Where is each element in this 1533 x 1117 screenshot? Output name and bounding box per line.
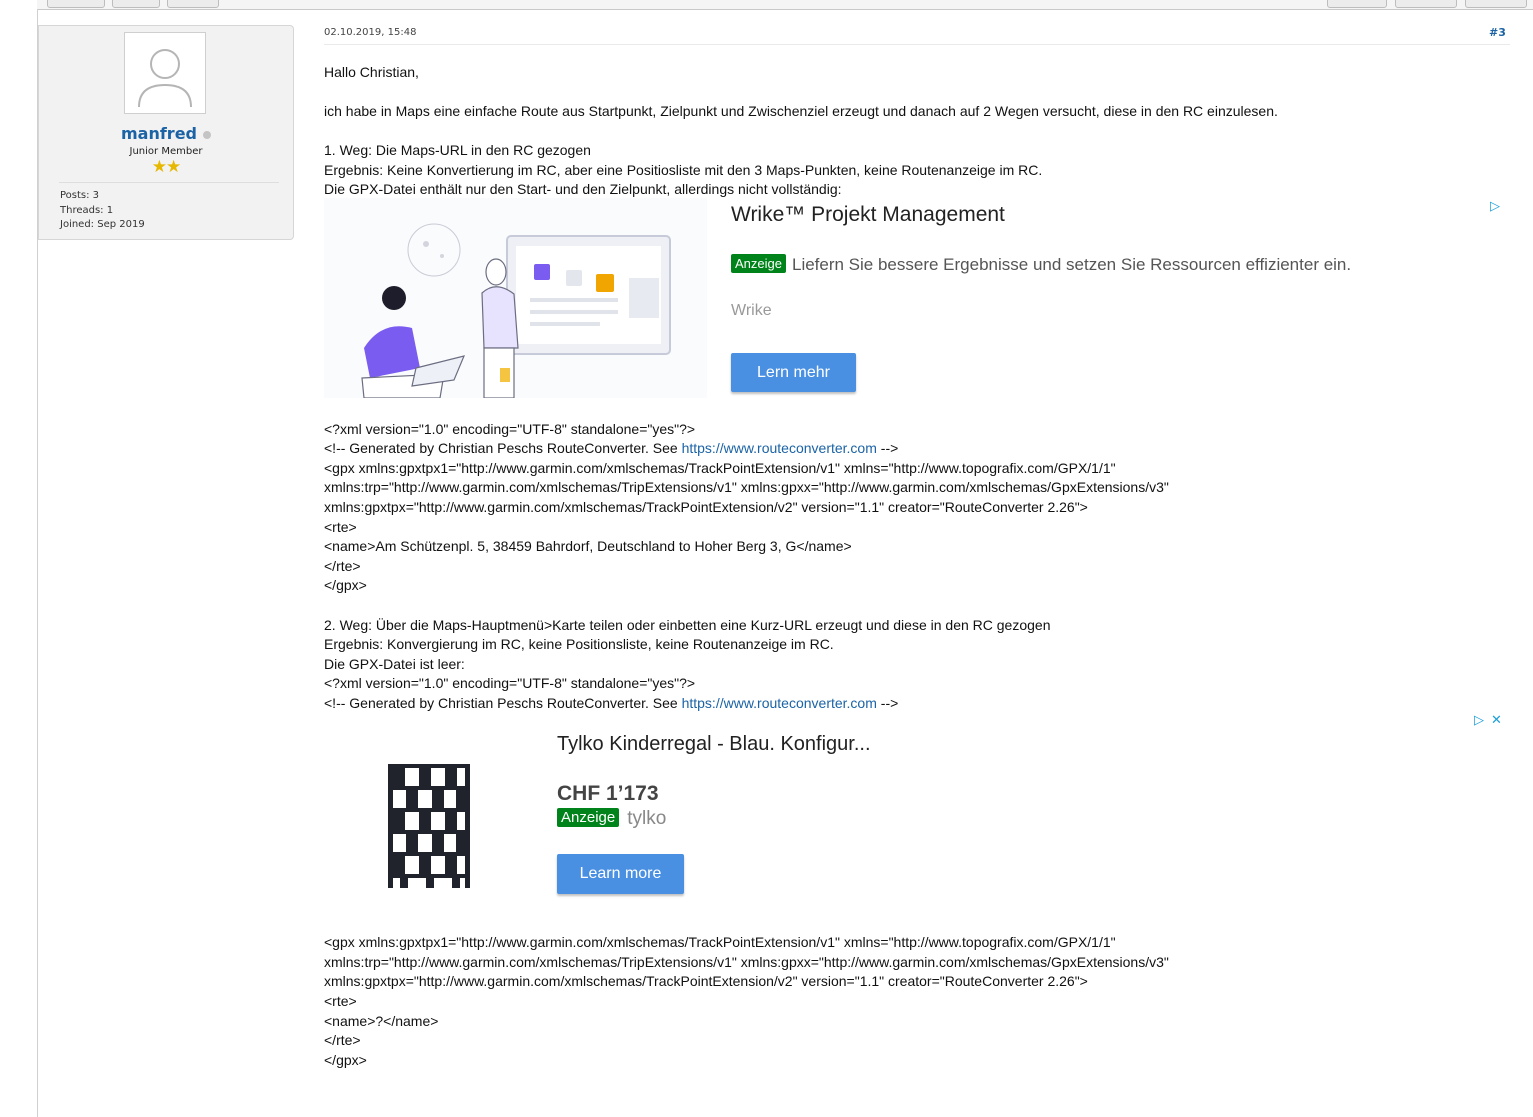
toolbar-button[interactable] xyxy=(1327,0,1387,8)
routeconverter-link[interactable]: https://www.routeconverter.com xyxy=(681,695,877,711)
post-comment-line xyxy=(324,440,898,456)
default-avatar-icon xyxy=(125,33,205,113)
post-text-line: <rte> xyxy=(324,519,357,535)
offline-status-icon xyxy=(203,131,211,139)
adchoices-icon[interactable]: ▷ xyxy=(1490,199,1500,214)
post-text-line: xmlns:trp="http://www.garmin.com/xmlschemas/TripExtensions/v1" xmlns:gpxx="http://www.garmin.com/xmlschemas/GpxExtensions/v3" xyxy=(324,479,1169,495)
avatar[interactable] xyxy=(124,32,206,114)
toolbar-button[interactable] xyxy=(1465,0,1527,8)
post-text-line: 1. Weg: Die Maps-URL in den RC gezogen xyxy=(324,142,591,158)
post-text-line: <?xml version="1.0" encoding="UTF-8" standalone="yes"?> xyxy=(324,421,696,437)
ad-description-text: Liefern Sie bessere Ergebnisse und setzen Sie Ressourcen effizienter ein. xyxy=(791,255,1352,274)
post-text-line: <?xml version="1.0" encoding="UTF-8" standalone="yes"?> xyxy=(324,675,696,691)
learn-more-button[interactable]: Lern mehr xyxy=(731,353,856,392)
user-posts: Posts: 3 xyxy=(60,190,100,201)
adchoices-icon[interactable]: ▷ xyxy=(1474,713,1484,728)
post-header-divider xyxy=(324,44,1510,45)
ad-price: CHF 1’173 xyxy=(557,782,659,805)
routeconverter-link[interactable]: https://www.routeconverter.com xyxy=(681,440,877,456)
ad-product-image[interactable] xyxy=(386,762,472,890)
post-date: 02.10.2019, 15:48 xyxy=(324,27,417,38)
toolbar-button[interactable] xyxy=(47,0,105,8)
ad-meta xyxy=(557,808,666,830)
post-text-line: 2. Weg: Über die Maps-Hauptmenü>Karte teilen oder einbetten eine Kurz-URL erzeugt und diese in den RC gezogen xyxy=(324,617,1051,633)
panel-divider xyxy=(59,182,279,183)
toolbar-button[interactable] xyxy=(112,0,160,8)
username-text[interactable]: manfred xyxy=(120,124,197,143)
ad-close-icon[interactable]: ✕ xyxy=(1491,713,1502,728)
ad-description xyxy=(731,254,1351,275)
post-text-line: xmlns:trp="http://www.garmin.com/xmlschemas/TripExtensions/v1" xmlns:gpxx="http://www.garmin.com/xmlschemas/GpxExtensions/v3" xyxy=(324,954,1169,970)
post-text-line: ich habe in Maps eine einfache Route aus Startpunkt, Zielpunkt und Zwischenziel erzeugt und danach auf 2 Wegen versucht, diese in den RC einzulesen. xyxy=(324,103,1278,119)
ad-title[interactable]: Wrike™ Projekt Management xyxy=(731,203,1005,226)
ad-brand[interactable]: Wrike xyxy=(731,302,772,319)
ad-brand[interactable]: tylko xyxy=(627,808,667,829)
ad-badge: Anzeige xyxy=(557,808,619,827)
user-panel xyxy=(38,25,294,240)
post-text-line: </gpx> xyxy=(324,1052,367,1068)
post-comment-line xyxy=(324,695,898,711)
toolbar-button[interactable] xyxy=(167,0,219,8)
ad-badge: Anzeige xyxy=(731,254,786,273)
post-text-line: Ergebnis: Konvergierung im RC, keine Positionsliste, keine Routenanzeige im RC. xyxy=(324,636,834,652)
user-threads: Threads: 1 xyxy=(60,204,114,216)
ad-title[interactable]: Tylko Kinderregal - Blau. Konfigur... xyxy=(557,733,871,755)
post-text-line: <rte> xyxy=(324,993,357,1009)
user-stats xyxy=(60,189,145,233)
post-text-line: <gpx xmlns:gpxtpx1="http://www.garmin.com/xmlschemas/TrackPointExtension/v1" xmlns="http://www.topografix.com/GPX/1/1" xyxy=(324,460,1116,476)
learn-more-button[interactable]: Learn more xyxy=(557,854,684,894)
user-joined: Joined: Sep 2019 xyxy=(60,219,145,230)
user-title: Junior Member xyxy=(129,146,203,157)
username[interactable] xyxy=(39,124,293,143)
post-text-line: xmlns:gpxtpx="http://www.garmin.com/xmlschemas/TrackPointExtension/v2" version="1.1" creator="RouteConverter 2.26"> xyxy=(324,973,1088,989)
post-text-line: Ergebnis: Keine Konvertierung im RC, aber eine Positiosliste mit den 3 Maps-Punkten, keine Routenanzeige im RC. xyxy=(324,162,1043,178)
comment-prefix: <!-- Generated by Christian Peschs RouteConverter. See xyxy=(324,695,682,711)
top-toolbar xyxy=(37,0,1533,10)
comment-prefix: <!-- Generated by Christian Peschs RouteConverter. See xyxy=(324,440,682,456)
toolbar-button[interactable] xyxy=(1395,0,1457,8)
post-text-line: xmlns:gpxtpx="http://www.garmin.com/xmlschemas/TrackPointExtension/v2" version="1.1" creator="RouteConverter 2.26"> xyxy=(324,499,1088,515)
comment-suffix: --> xyxy=(876,695,899,711)
post-text-line: Die GPX-Datei enthält nur den Start- und den Zielpunkt, allerdings nicht vollständig: xyxy=(324,181,842,197)
rank-stars-icon: ★★ xyxy=(151,157,181,177)
post-text-line: <name>Am Schützenpl. 5, 38459 Bahrdorf, Deutschland to Hoher Berg 3, G</name> xyxy=(324,538,852,554)
wrike-illustration-icon xyxy=(324,198,707,398)
shelf-product-icon xyxy=(386,762,472,890)
post-text-line: <name>?</name> xyxy=(324,1013,439,1029)
post-text-line: </gpx> xyxy=(324,577,367,593)
ad-illustration[interactable] xyxy=(324,198,707,398)
post-permalink[interactable]: #3 xyxy=(1489,26,1506,39)
comment-suffix: --> xyxy=(876,440,899,456)
post-text-line: </rte> xyxy=(324,558,361,574)
post-text-line: Die GPX-Datei ist leer: xyxy=(324,656,465,672)
post-text-line: </rte> xyxy=(324,1032,361,1048)
post-text-line: Hallo Christian, xyxy=(324,64,419,80)
post-text-line: <gpx xmlns:gpxtpx1="http://www.garmin.com/xmlschemas/TrackPointExtension/v1" xmlns="http://www.topografix.com/GPX/1/1" xyxy=(324,934,1116,950)
